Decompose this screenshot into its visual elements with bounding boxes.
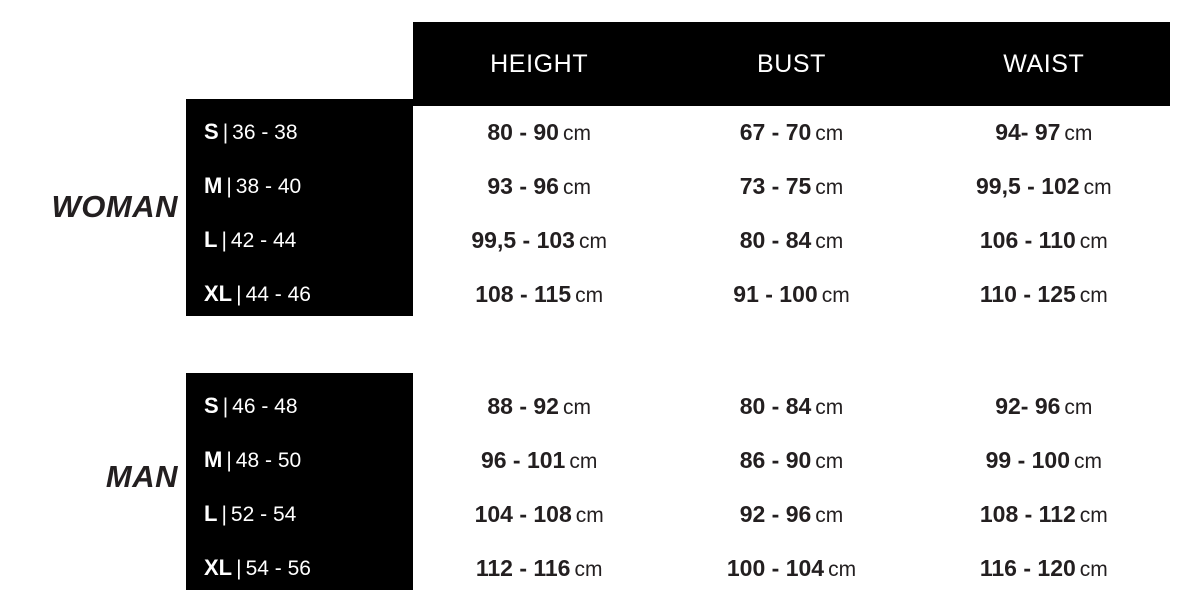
waist-cell <box>918 173 1170 200</box>
height-cell <box>413 281 665 308</box>
unit-label: cm <box>828 557 857 581</box>
bust-value: 86 - 90 <box>739 446 812 473</box>
size-range: 54 - 56 <box>245 557 311 580</box>
waist-cell <box>918 281 1170 308</box>
bust-value: 67 - 70 <box>739 118 812 145</box>
unit-label: cm <box>562 121 591 145</box>
unit-label: cm <box>578 229 607 253</box>
table-row <box>186 487 1170 541</box>
bust-cell <box>665 501 917 528</box>
unit-label: cm <box>562 175 591 199</box>
bust-cell <box>665 173 917 200</box>
size-cell <box>186 555 413 581</box>
size-range: 52 - 54 <box>230 503 297 526</box>
table-row <box>186 379 1170 433</box>
size-cell <box>186 173 413 199</box>
size-label: L <box>204 227 218 252</box>
unit-label: cm <box>1064 121 1093 145</box>
height-value: 108 - 115 <box>475 280 572 307</box>
rows-man <box>186 379 1170 595</box>
bust-cell <box>665 393 917 420</box>
size-separator: | <box>226 449 232 472</box>
size-separator: | <box>221 503 227 526</box>
waist-cell <box>918 119 1170 146</box>
unit-label: cm <box>815 449 844 473</box>
column-header-height: HEIGHT <box>490 49 589 78</box>
unit-label: cm <box>569 449 598 473</box>
size-label: S <box>204 119 219 144</box>
size-label: S <box>204 393 219 418</box>
table-row <box>186 541 1170 595</box>
waist-value: 99 - 100 <box>985 446 1071 473</box>
height-value: 112 - 116 <box>475 554 571 581</box>
height-value: 104 - 108 <box>474 500 572 527</box>
unit-label: cm <box>1074 449 1103 473</box>
column-header-bust: BUST <box>756 49 827 78</box>
bust-value: 92 - 96 <box>739 500 812 527</box>
height-cell <box>413 447 665 474</box>
size-range: 36 - 38 <box>232 121 298 144</box>
unit-label: cm <box>1079 283 1108 307</box>
unit-label: cm <box>575 503 604 527</box>
size-range: 44 - 46 <box>245 283 311 306</box>
unit-label: cm <box>1079 503 1108 527</box>
rows-woman <box>186 105 1170 321</box>
bust-value: 100 - 104 <box>726 554 825 581</box>
column-header-waist: WAIST <box>1003 49 1085 78</box>
height-cell <box>413 555 665 582</box>
waist-cell <box>918 227 1170 254</box>
size-label: L <box>204 501 218 526</box>
unit-label: cm <box>574 557 603 581</box>
column-headers <box>413 22 1170 106</box>
bust-cell <box>665 447 917 474</box>
waist-cell <box>918 393 1170 420</box>
size-separator: | <box>236 557 242 580</box>
unit-label: cm <box>821 283 850 307</box>
unit-label: cm <box>815 121 844 145</box>
height-cell <box>413 501 665 528</box>
bust-value: 80 - 84 <box>739 392 812 419</box>
height-cell <box>413 227 665 254</box>
waist-value: 92- 96 <box>995 392 1061 419</box>
size-cell <box>186 447 413 473</box>
size-cell <box>186 393 413 419</box>
size-label: XL <box>204 281 233 306</box>
bust-value: 80 - 84 <box>739 226 812 253</box>
height-cell <box>413 173 665 200</box>
waist-value: 106 - 110 <box>979 226 1076 253</box>
height-cell <box>413 119 665 146</box>
size-separator: | <box>236 283 242 306</box>
size-cell <box>186 227 413 253</box>
waist-value: 116 - 120 <box>979 554 1076 581</box>
waist-value: 108 - 112 <box>979 500 1076 527</box>
height-value: 99,5 - 103 <box>471 226 575 253</box>
unit-label: cm <box>1083 175 1112 199</box>
waist-cell <box>918 501 1170 528</box>
height-value: 93 - 96 <box>487 172 559 199</box>
waist-value: 110 - 125 <box>979 280 1076 307</box>
size-separator: | <box>221 229 227 252</box>
waist-cell <box>918 447 1170 474</box>
unit-label: cm <box>815 229 844 253</box>
waist-value: 94- 97 <box>995 118 1061 145</box>
size-range: 48 - 50 <box>235 449 302 472</box>
waist-cell <box>918 555 1170 582</box>
unit-label: cm <box>815 503 844 527</box>
table-row <box>186 213 1170 267</box>
bust-value: 91 - 100 <box>733 280 818 307</box>
size-range: 42 - 44 <box>230 229 297 252</box>
table-row <box>186 105 1170 159</box>
table-row <box>186 159 1170 213</box>
height-value: 96 - 101 <box>480 446 566 473</box>
height-value: 80 - 90 <box>487 118 559 145</box>
unit-label: cm <box>1064 395 1093 419</box>
group-label-man: MAN <box>105 459 178 494</box>
size-separator: | <box>222 121 229 144</box>
size-label: M <box>204 173 223 198</box>
size-label: M <box>204 447 223 472</box>
bust-cell <box>665 119 917 146</box>
unit-label: cm <box>1079 557 1108 581</box>
bust-value: 73 - 75 <box>739 172 812 199</box>
size-cell <box>186 501 413 527</box>
waist-value: 99,5 - 102 <box>976 172 1080 199</box>
size-separator: | <box>222 395 229 418</box>
height-cell <box>413 393 665 420</box>
bust-cell <box>665 227 917 254</box>
unit-label: cm <box>815 175 844 199</box>
group-label-woman: WOMAN <box>51 189 178 224</box>
table-row <box>186 267 1170 321</box>
height-value: 88 - 92 <box>487 392 559 419</box>
unit-label: cm <box>575 283 604 307</box>
size-cell <box>186 119 413 145</box>
bust-cell <box>665 555 917 582</box>
unit-label: cm <box>1079 229 1108 253</box>
size-separator: | <box>226 175 232 198</box>
size-range: 46 - 48 <box>232 395 298 418</box>
unit-label: cm <box>562 395 591 419</box>
size-cell <box>186 281 413 307</box>
bust-cell <box>665 281 917 308</box>
size-label: XL <box>204 555 233 580</box>
unit-label: cm <box>815 395 844 419</box>
size-range: 38 - 40 <box>235 175 302 198</box>
table-row <box>186 433 1170 487</box>
